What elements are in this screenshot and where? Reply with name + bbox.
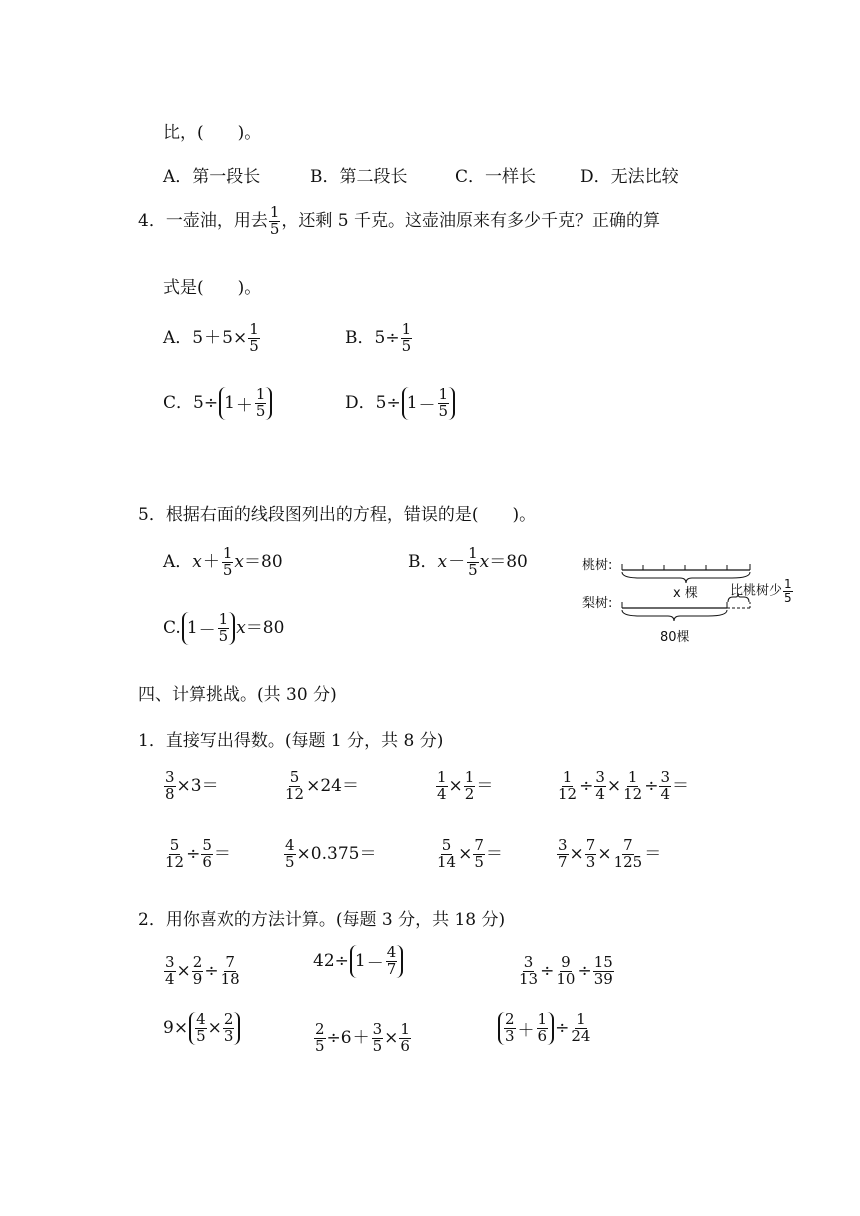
q4-option-c[interactable]: C．5÷ 1 ＋ $\frac{1}{5}$ bbox=[163, 387, 273, 420]
calc-item: $\frac{3}{8}$ ×3＝ bbox=[165, 768, 219, 803]
q4-text-2: ，还剩 5 千克。这壶油原来有多少千克？正确的算 bbox=[281, 210, 660, 231]
calc-item: $\frac{2}{3}$ ＋ $\frac{1}{6}$ ÷ $\frac{1}{24}$ bbox=[497, 1012, 592, 1045]
q3-tail-text: 比，( )。 bbox=[163, 123, 262, 143]
q5-option-c[interactable]: C. 1 － $\frac{1}{5}$ x＝80 bbox=[163, 610, 285, 645]
calc-item: $\frac{2}{5}$ ÷6＋ $\frac{3}{5}$ × $\frac{1}{6}$ bbox=[315, 1020, 410, 1055]
q4-option-d[interactable]: D．5÷ 1 － $\frac{1}{5}$ bbox=[345, 387, 456, 420]
x-trees-label: x 棵 bbox=[673, 586, 698, 601]
parenthesis-group: 1 － $\frac{1}{5}$ bbox=[182, 612, 235, 645]
q5-stem: 5．根据右面的线段图列出的方程，错误的是( )。 bbox=[138, 505, 537, 525]
calc-item: $\frac{5}{14}$ × $\frac{7}{5}$ ＝ bbox=[437, 836, 503, 871]
calc-item: $\frac{5}{12}$ ×24＝ bbox=[285, 768, 359, 803]
calc-item: 42÷ 1 － $\frac{4}{7}$ bbox=[313, 945, 404, 978]
section-4-title: 四、计算挑战。(共 30 分) bbox=[138, 685, 337, 705]
q4-number: 4． bbox=[138, 210, 166, 231]
calc-item: $\frac{1}{4}$ × $\frac{1}{2}$ ＝ bbox=[437, 768, 494, 803]
q5-option-a[interactable]: A．x＋ $\frac{1}{5}$ x＝80 bbox=[163, 544, 283, 579]
q4-option-a[interactable]: A．5＋5× $\frac{1}{5}$ bbox=[163, 320, 259, 355]
q4-stem bbox=[138, 205, 660, 238]
fraction-1-5: $\frac{1}{5}$ bbox=[784, 577, 792, 605]
less-than-peach-label: 比桃树少 $\frac{1}{5}$ bbox=[730, 577, 792, 605]
part-2-title: 2．用你喜欢的方法计算。(每题 3 分，共 18 分) bbox=[138, 910, 506, 930]
calc-item: $\frac{1}{12}$ ÷ $\frac{3}{4}$ × $\frac{1}{12}$ ÷ $\frac{3}{4}$ ＝ bbox=[558, 768, 690, 803]
pear-label: 梨树: bbox=[582, 596, 613, 611]
line-segment-diagram bbox=[580, 552, 820, 652]
calc-item: 9× $\frac{4}{5}$ × $\frac{2}{3}$ bbox=[163, 1012, 241, 1045]
parenthesis-group: 1 － $\frac{1}{5}$ bbox=[402, 387, 455, 420]
q4-text-1: 一壶油，用去 bbox=[165, 210, 268, 231]
q4-text-3: 式是( )。 bbox=[163, 278, 262, 298]
fraction-1-5: $\frac{1}{5}$ bbox=[249, 320, 259, 355]
calc-item: $\frac{3}{4}$ × $\frac{2}{9}$ ÷ $\frac{7}{18}$ bbox=[165, 953, 240, 988]
eighty-trees-label: 80棵 bbox=[660, 630, 690, 645]
peach-label: 桃树: bbox=[582, 558, 613, 573]
q3-option-d[interactable]: D．无法比较 bbox=[580, 167, 679, 187]
pear-brace bbox=[622, 610, 727, 621]
q3-option-a[interactable]: A．第一段长 bbox=[163, 167, 261, 187]
fraction-1-5: $\frac{1}{5}$ bbox=[401, 320, 412, 355]
calc-item: $\frac{4}{5}$ ×0.375＝ bbox=[285, 836, 377, 871]
parenthesis-group: 1 ＋ $\frac{1}{5}$ bbox=[219, 387, 272, 420]
fraction-1-5: $\frac{1}{5}$ bbox=[269, 203, 280, 238]
q4-option-b[interactable]: B．5÷ $\frac{1}{5}$ bbox=[345, 320, 412, 355]
part-1-title: 1．直接写出得数。(每题 1 分，共 8 分) bbox=[138, 731, 444, 751]
q3-option-c[interactable]: C．一样长 bbox=[455, 167, 537, 187]
calc-item: $\frac{3}{7}$ × $\frac{7}{3}$ × $\frac{7}{125}$ ＝ bbox=[558, 836, 662, 871]
q5-option-b[interactable]: B．x－ $\frac{1}{5}$ x＝80 bbox=[408, 544, 528, 579]
calc-item: $\frac{3}{13}$ ÷ $\frac{9}{10}$ ÷ $\frac{15}{39}$ bbox=[519, 953, 613, 988]
q3-option-b[interactable]: B．第二段长 bbox=[310, 167, 408, 187]
calc-item: $\frac{5}{12}$ ÷ $\frac{5}{6}$ ＝ bbox=[165, 836, 231, 871]
